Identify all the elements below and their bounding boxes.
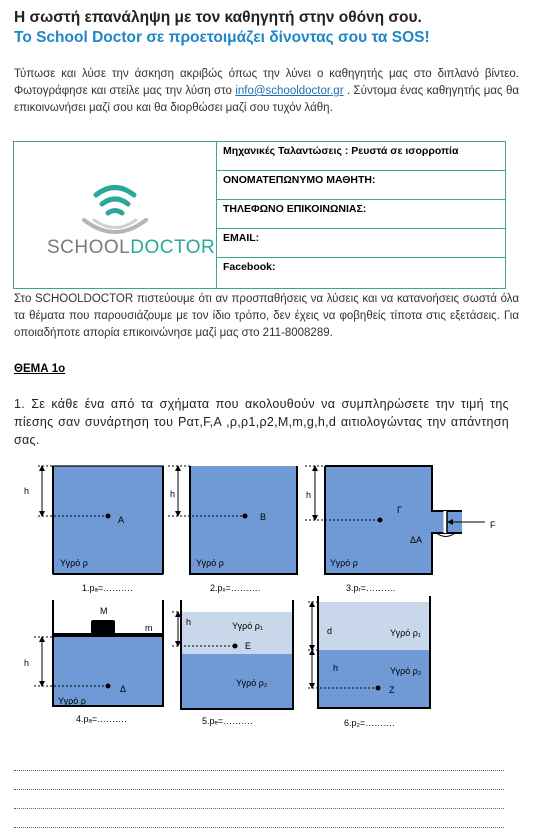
figure-1	[24, 466, 163, 593]
fig1-caption: 1.pₐ=……….	[82, 583, 133, 593]
fig4-mass-label: M	[100, 606, 108, 616]
fig1-liquid-label: Υγρό ρ	[60, 558, 88, 568]
fig5-h-label: h	[186, 617, 192, 627]
figure-6	[308, 596, 430, 728]
fig2-h-label: h	[170, 489, 176, 499]
intro-text-2: . Σύντομα ένας καθηγητής μας θα επικοινωνήσει μαζί σου και θα διορθώσει μαζί σου τυχόν λάθη.	[14, 85, 519, 114]
answer-line[interactable]	[14, 808, 504, 809]
fig6-d-label: d	[327, 626, 333, 636]
question-text: 1. Σε κάθε ένα από τα σχήματα που ακολουθούν να συμπληρώσετε την τιμή της πίεσης σαν συνάρτηση του Pατ,F,A ,ρ,ρ1,ρ2,M,m,g,h,d αιτιολογώντας την απάντηση σας.	[14, 397, 509, 447]
figure-2	[168, 466, 297, 593]
fig5-liquid2-label: Υγρό ρ₂	[236, 678, 268, 688]
email-link[interactable]: info@schooldoctor.gr	[235, 85, 344, 97]
fig5-caption: 5.pₑ=……….	[202, 716, 253, 726]
fig2-point-b: B	[260, 512, 267, 522]
email-field[interactable]: EMAIL:	[217, 229, 505, 258]
header-subtitle: Το School Doctor σε προετοιμάζει δίνοντας σου τα SOS!	[14, 29, 430, 46]
fig3-liquid-label: Υγρό ρ	[330, 558, 358, 568]
fig6-liquid1-label: Υγρό ρ₁	[390, 628, 421, 638]
fig3-caption: 3.pᵣ=……….	[346, 583, 396, 593]
answer-line[interactable]	[14, 789, 504, 790]
fig4-liquid-label: Υγρό ρ	[58, 696, 86, 706]
phone-field[interactable]: ΤΗΛΕΦΩΝΟ ΕΠΙΚΟΙΝΩΝΙΑΣ:	[217, 200, 505, 229]
fig5-point-e: E	[245, 641, 252, 651]
fig4-piston-label: m	[145, 623, 153, 633]
info-paragraph: Στο SCHOOLDOCTOR πιστεύουμε ότι αν προσπαθήσεις να λύσεις και να κατανοήσεις σωστά όλα τα θέματα που παρουσιάζουμε με τον ίδιο τρόπο, δεν έχεις να φοβηθείς τίποτα στις εξετάσεις. Για οποιαδήποτε απορία επικοινώνησε μαζί μας στο 211-8008289.	[14, 293, 519, 339]
answer-line[interactable]	[14, 827, 504, 828]
fig6-h-label: h	[333, 663, 339, 673]
fig6-point-z: Z	[389, 685, 395, 695]
figure-4	[24, 600, 163, 724]
fig6-caption: 6.p₂=……….	[344, 718, 395, 728]
schooldoctor-logo-text: SCHOOLDOCTOR	[47, 237, 216, 258]
fig3-da-label: ΔΑ	[410, 535, 423, 545]
fig4-caption: 4.pₐ=……….	[76, 714, 127, 724]
facebook-field[interactable]: Facebook:	[223, 261, 276, 273]
fig4-point-d: Δ	[120, 684, 127, 694]
fig3-f-label: F	[490, 520, 496, 530]
fig3-point-g: Γ	[397, 505, 402, 515]
intro-text-1: Τύπωσε και λύσε την άσκηση ακριβώς όπως την λύνει ο καθηγητής μας στο διπλανό βίντεο. Φωτογράφησε και στείλε μας την λύση στο	[14, 68, 519, 97]
student-name-field[interactable]: ΟΝΟΜΑΤΕΠΩΝΥΜΟ ΜΑΘΗΤΗ:	[217, 171, 505, 200]
fig3-h-label: h	[306, 490, 312, 500]
figure-3	[305, 466, 496, 593]
header-title: Η σωστή επανάληψη με τον καθηγητή στην οθόνη σου.	[14, 9, 422, 26]
fig2-liquid-label: Υγρό ρ	[196, 558, 224, 568]
fig1-h-label: h	[24, 486, 30, 496]
fig6-liquid2-label: Υγρό ρ₂	[390, 666, 422, 676]
answer-line[interactable]	[14, 770, 504, 771]
fig1-point-a: A	[118, 515, 125, 525]
fig5-liquid1-label: Υγρό ρ₁	[232, 621, 263, 631]
figure-5	[172, 600, 293, 726]
section-title: ΘΕΜΑ 1ο	[14, 363, 66, 375]
fig4-h-label: h	[24, 658, 30, 668]
fig2-caption: 2.pₓ=……….	[210, 583, 261, 593]
subject-row: Μηχανικές Ταλαντώσεις : Ρευστά σε ισορροπία	[217, 142, 505, 171]
